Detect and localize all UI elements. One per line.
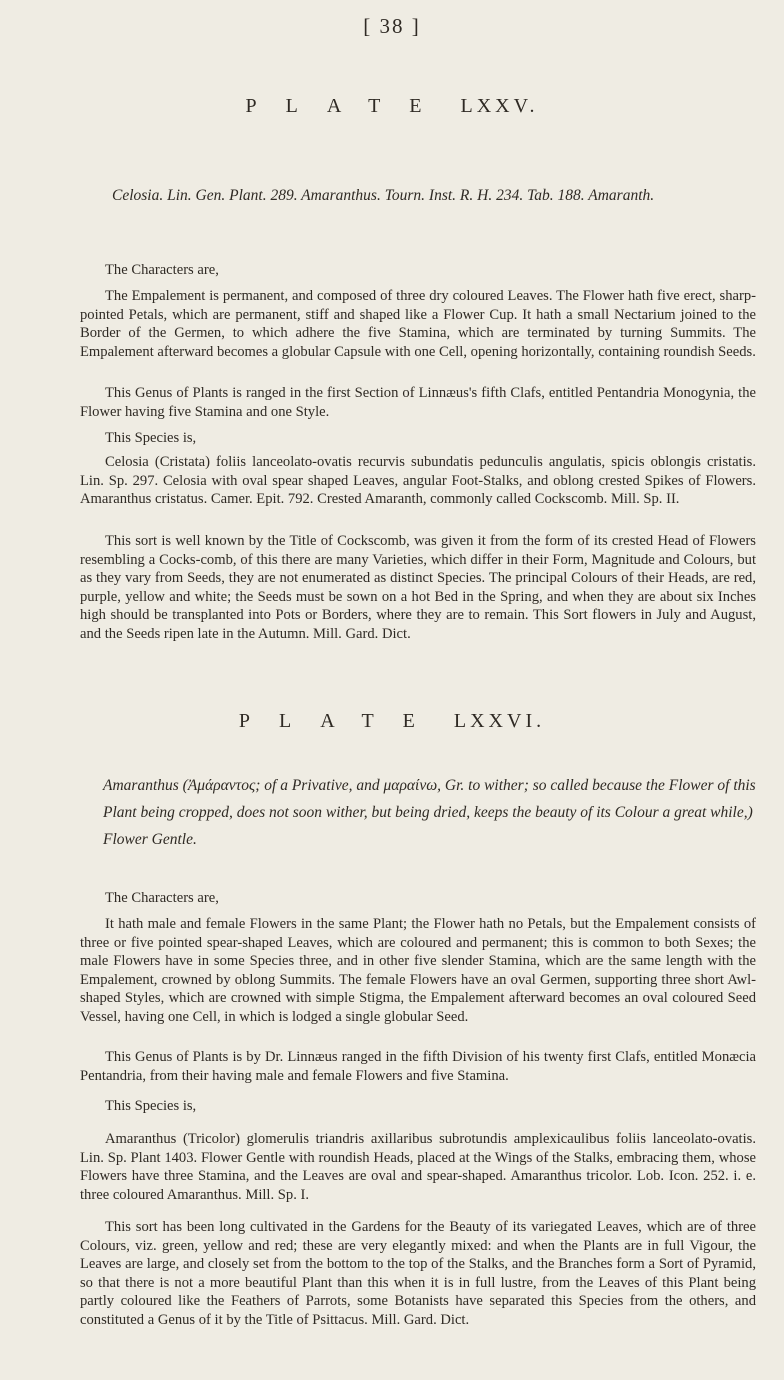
plate-76-genus [80,1048,756,1085]
plate-75-species [80,453,756,509]
page-number: [ 38 ] [363,14,421,38]
plate-75-species-paragraph: Celosia (Cristata) foliis lanceolato-ovatis recurvis subundatis pedunculis angulatis, spicis oblongis cristatis. Lin. Sp. 297. Celosia with oval spear shaped Leaves, angular Foot-Stalks, and oblong crested Spikes of Flowers. Amaranthus cristatus. Camer. Epit. 792. Crested Amaranth, commonly called Cockscomb. Mill. Sp. II. [80,454,756,508]
plate-76-title-number: LXXVI. [453,710,546,732]
plate-76-genus-paragraph: This Genus of Plants is by Dr. Linnæus ranged in the fifth Division of his twenty first Clafs, entitled Monæcia Pentandria, from their having male and female Flowers and five Stamina. [80,1049,756,1084]
plate-75-heading [0,95,784,118]
plate-76-species-intro: This Species is, [105,1098,197,1114]
plate-76-description-paragraph: This sort has been long cultivated in the Gardens for the Beauty of its variegated Leaves, which are of three Colours, viz. green, yellow and red; these are very elegantly mixed: and when the Plants are in full Vigour, the Leaves are large, and closely set from the bottom to the top of the Stalks, and the Branches form a Sort of Pyramid, so that there is not a more beautiful Plant than this when it is in full lustre, from the Leaves of this Plant being partly coloured like the Feathers of Parrots, some Botanists have separated this Species from the others, and constituted a Genus of it by the Title of Psittacus. Mill. Gard. Dict. [80,1219,756,1328]
plate-75-title-word: PLATE [245,95,451,117]
plate-75-description-paragraph: This sort is well known by the Title of Cockscomb, was given it from the form of its crested Head of Flowers resembling a Cocks-comb, of this there are many Varieties, which differ in their Form, Magnitude and Colours, but as they vary from Seeds, they are not enumerated as distinct Species. The principal Colours of their Heads, are red, purple, yellow and white; the Seeds must be sown on a hot Bed in the Spring, and when they are about six Inches high should be transplanted into Pots or Borders, where they are to remain. This Sort flowers in July and August, and the Seeds ripen late in the Autumn. Mill. Gard. Dict. [80,533,756,642]
plate-76-title-word: PLATE [238,710,444,732]
plate-76-description [80,1218,756,1330]
plate-76-species [80,1130,756,1204]
plate-76-citation: Amaranthus (Ἀμάραντος; of a Privative, and μαραίνω, Gr. to wither; so called because the Flower of this Plant being cropped, does not soon wither, but being dried, keeps the beauty of its Colour a great while,) Flower Gentle. [103,777,756,848]
plate-75-description [80,532,756,644]
plate-75-citation: Celosia. Lin. Gen. Plant. 289. Amaranthus. Tourn. Inst. R. H. 234. Tab. 188. Amaranth. [112,187,655,204]
plate-75-body [80,287,756,361]
plate-76-characters-paragraph: It hath male and female Flowers in the same Plant; the Flower hath no Petals, but the Empalement consists of three or five pointed spear-shaped Leaves, which are coloured and permanent; this is common to both Sexes; the male Flowers have in some Species three, and in other five slender Stamina, which are the same length with the Empalement, crowned by oblong Summits. The female Flowers have an oval Germen, supporting three short Awl-shaped Styles, which are crowned with simple Stigma, the Empalement afterward becomes an oval coloured Seed Vessel, having one Cell, in which is lodged a single globular Seed. [80,916,756,1025]
plate-75-genus [80,384,756,421]
plate-75-characters-paragraph: The Empalement is permanent, and composed of three dry coloured Leaves. The Flower hath five erect, sharp-pointed Petals, which are permanent, stiff and shaped like a Flower Cup. It hath a small Nectarium joined to the Border of the Germen, to which adhere the five Stamina, which are terminated by turning Summits. The Empalement afterward becomes a globular Capsule with one Cell, opening horizontally, containing roundish Seeds. [80,288,756,360]
plate-76-species-paragraph: Amaranthus (Tricolor) glomerulis triandris axillaribus subrotundis amplexicaulibus foliis lanceolato-ovatis. Lin. Sp. Plant 1403. Flower Gentle with roundish Heads, placed at the Wings of the Stalks, embracing them, whose Flowers have three Stamina, and the Leaves are oval and spear-shaped. Amaranthus tricolor. Lob. Icon. 252. i. e. three coloured Amaranthus. Mill. Sp. I. [80,1131,756,1203]
plate-76-heading [0,710,784,733]
plate-76-characters-intro: The Characters are, [105,890,219,906]
plate-75-species-intro: This Species is, [105,430,197,446]
plate-75-title-number: LXXV. [460,95,539,117]
plate-76-body [80,915,756,1027]
plate-75-characters-intro: The Characters are, [105,262,219,278]
plate-75-genus-paragraph: This Genus of Plants is ranged in the first Section of Linnæus's fifth Clafs, entitled Pentandria Monogynia, the Flower having five Stamina and one Style. [80,385,756,420]
